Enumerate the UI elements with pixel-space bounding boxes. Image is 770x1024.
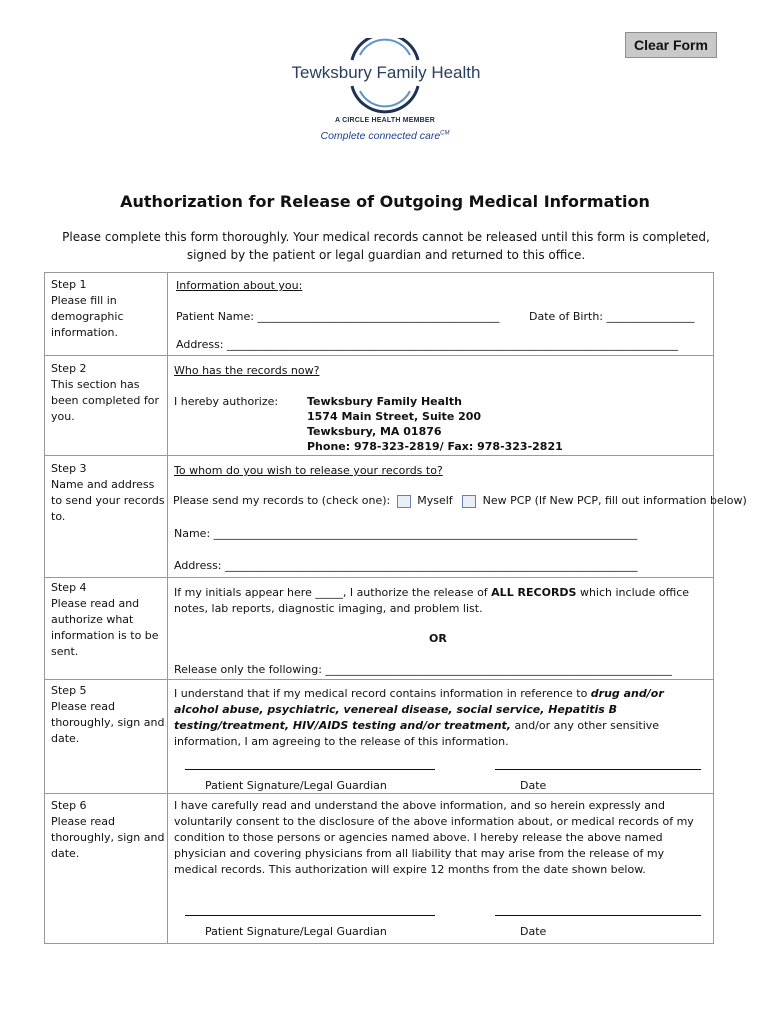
step-3: Step 3 Name and address to send your records to. bbox=[51, 462, 165, 523]
or-text: OR bbox=[429, 632, 447, 645]
sensitive-info-text: I understand that if my medical record contains information in reference to drug and/or alcohol abuse, psychiatric, venereal disease, social service, Hepatitis B testing/treatment, HIV/AIDS testing and/or treatment, and/or any other sensitive information, I am agreeing to the release of this information. bbox=[174, 687, 664, 748]
recipient-name-field[interactable]: Name: _____________________________________________________________________________ bbox=[174, 527, 638, 540]
release-only-field[interactable]: Release only the following: _______________________________________________________________ bbox=[174, 663, 672, 676]
signature-line-1[interactable] bbox=[185, 769, 435, 770]
logo-name: Tewksbury Family Health bbox=[291, 63, 481, 82]
logo bbox=[270, 38, 500, 148]
send-records-row: Please send my records to (check one): Myself New PCP (If New PCP, fill out information below) bbox=[173, 494, 747, 507]
logo-member-text: A CIRCLE HEALTH MEMBER bbox=[334, 117, 436, 124]
s1-heading: Information about you: bbox=[176, 279, 303, 292]
signature-line-2[interactable] bbox=[185, 915, 435, 916]
step-2: Step 2 This section has been completed for you. bbox=[51, 362, 159, 423]
consent-text: I have carefully read and understand the above information, and so herein expressly and voluntarily consent to the disclosure of the above information about, or medical records of my condition to those persons or agencies named above. I hereby release the above named physician and covering physicians from all liability that may arise from the release of my medical records. This authorization will expire 12 months from the date shown below. bbox=[174, 799, 694, 876]
clear-form-button[interactable]: Clear Form bbox=[625, 32, 717, 58]
s3-heading: To whom do you wish to release your records to? bbox=[174, 464, 443, 477]
org-city: Tewksbury, MA 01876 bbox=[307, 425, 442, 438]
step-5: Step 5 Please read thoroughly, sign and date. bbox=[51, 684, 165, 745]
row-divider bbox=[45, 793, 713, 794]
patient-name-field[interactable]: Patient Name: ____________________________________________ bbox=[176, 310, 500, 323]
date-line-1[interactable] bbox=[495, 769, 701, 770]
row-divider bbox=[45, 455, 713, 456]
dob-field[interactable]: Date of Birth: ________________ bbox=[529, 310, 695, 323]
signature-label-1: Patient Signature/Legal Guardian bbox=[205, 779, 387, 792]
date-label-1: Date bbox=[520, 779, 547, 792]
date-line-2[interactable] bbox=[495, 915, 701, 916]
intro-text: Please complete this form thoroughly. Your medical records cannot be released until this form is completed, signed by the patient or legal guardian and returned to this office. bbox=[62, 230, 710, 262]
step-4: Step 4 Please read and authorize what information is to be sent. bbox=[51, 581, 159, 658]
s2-heading: Who has the records now? bbox=[174, 364, 320, 377]
org-name: Tewksbury Family Health bbox=[307, 395, 462, 408]
logo-tagline: Complete connected care$^{CM}$ bbox=[320, 130, 450, 142]
org-phone: Phone: 978-323-2819/ Fax: 978-323-2821 bbox=[307, 440, 563, 453]
date-label-2: Date bbox=[520, 925, 547, 938]
recipient-address-field[interactable]: Address: ___________________________________________________________________________ bbox=[174, 559, 638, 572]
all-records-text: If my initials appear here _____, I authorize the release of ALL RECORDS which include office notes, lab reports, diagnostic imaging, and problem list. bbox=[174, 586, 690, 615]
org-street: 1574 Main Street, Suite 200 bbox=[307, 410, 482, 423]
row-divider bbox=[45, 355, 713, 356]
signature-label-2: Patient Signature/Legal Guardian bbox=[205, 925, 387, 938]
patient-address-field[interactable]: Address: __________________________________________________________________________________ bbox=[176, 338, 679, 351]
page-title: Authorization for Release of Outgoing Medical Information bbox=[120, 192, 650, 211]
step-1: Step 1 Please fill in demographic information. bbox=[51, 278, 124, 339]
step-6: Step 6 Please read thoroughly, sign and date. bbox=[51, 799, 165, 860]
myself-checkbox[interactable] bbox=[397, 495, 411, 508]
row-divider bbox=[45, 679, 713, 680]
row-divider bbox=[45, 577, 713, 578]
form-table bbox=[44, 272, 747, 944]
authorize-label: I hereby authorize: bbox=[174, 395, 279, 408]
new-pcp-checkbox[interactable] bbox=[462, 495, 476, 508]
